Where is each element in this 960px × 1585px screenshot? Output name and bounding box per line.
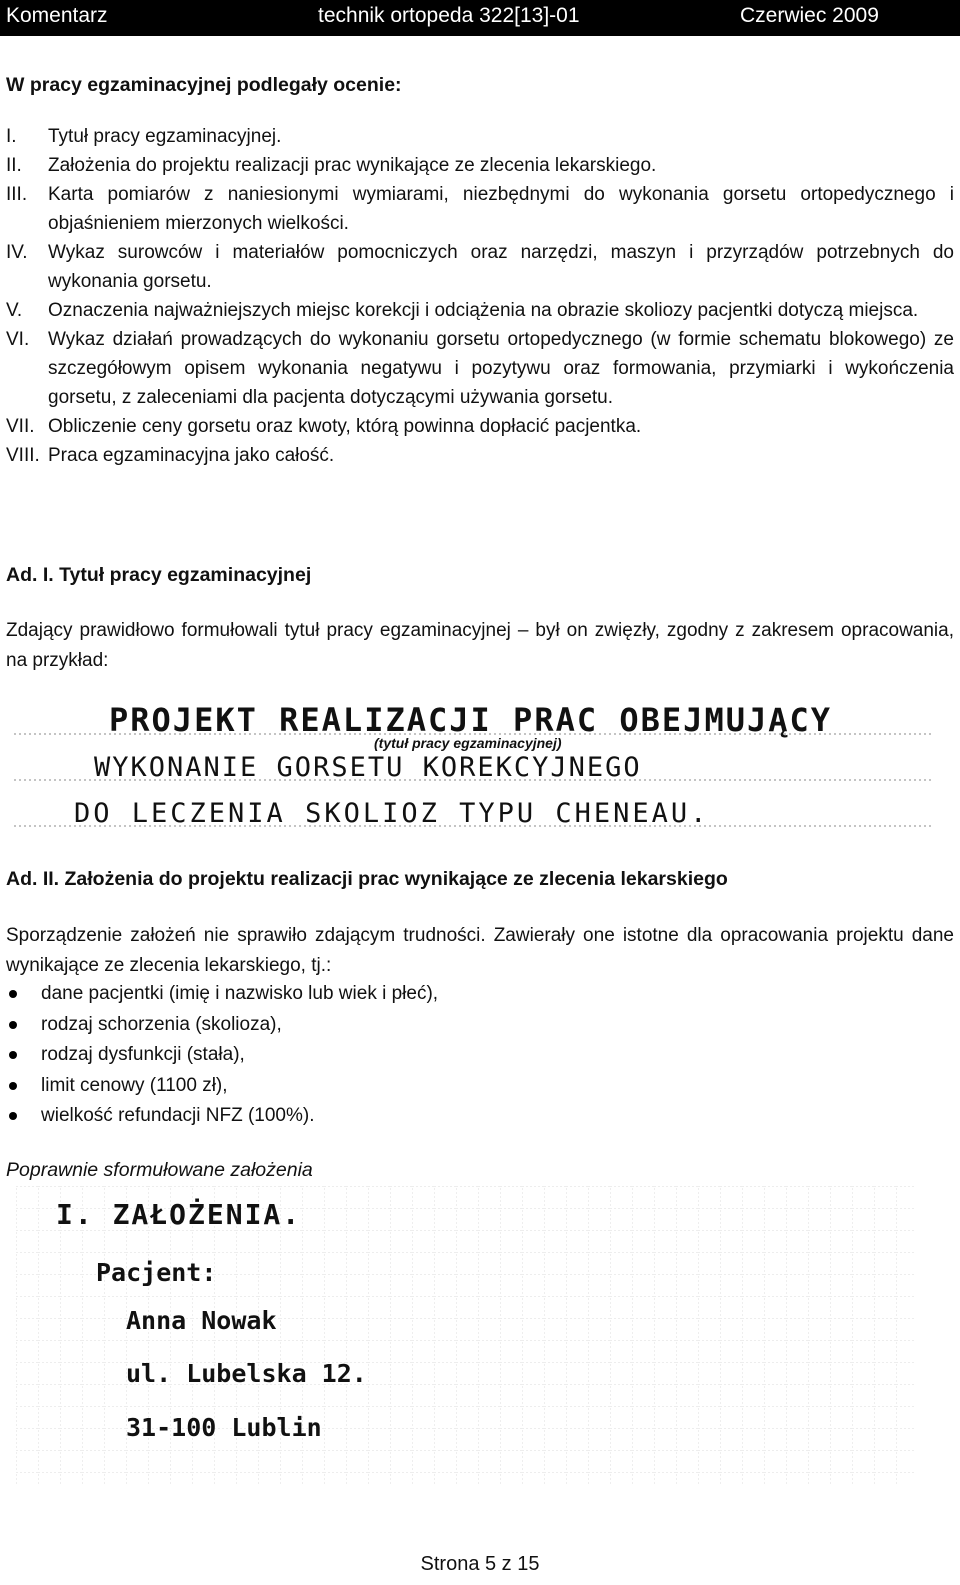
handwriting-line: PROJEKT REALIZACJI PRAC OBEJMUJĄCY (109, 701, 833, 739)
handwriting-line: Pacjent: (96, 1258, 217, 1287)
bullet-icon (9, 1021, 17, 1029)
ad2-heading: Ad. II. Założenia do projektu realizacji prac wynikające ze zlecenia lekarskiego (6, 868, 728, 890)
handwriting-line: Anna Nowak (126, 1306, 277, 1335)
outline-text: Założenia do projektu realizacji prac wynikające ze zlecenia lekarskiego. (48, 155, 657, 176)
list-item-text: rodzaj schorzenia (skolioza), (41, 1013, 282, 1035)
outline-number: IV. (6, 242, 28, 263)
handwriting-line: ul. Lubelska 12. (126, 1359, 367, 1388)
bullet-icon (9, 1082, 17, 1090)
outline-number: VII. (6, 416, 35, 437)
ad1-paragraph: Zdający prawidłowo formułowali tytuł pracy egzaminacyjnej – był on zwięzły, zgodny z zakresem opracowania, na przykład: (6, 620, 954, 671)
handwriting-line: WYKONANIE GORSETU KOREKCYJNEGO (94, 752, 642, 783)
outline-text: Wykaz działań prowadzących do wykonaniu gorsetu ortopedycznego (w formie schematu blokowego) ze szczegółowym opisem wykonania negatywu i pozytywu oraz formowania, przymiarki i wykończenia gorsetu, z zaleceniami dla pacjenta dotyczącymi używania gorsetu. (48, 329, 954, 408)
list-item (6, 1040, 954, 1071)
list-item-text: rodzaj dysfunkcji (stała), (41, 1044, 245, 1066)
handwriting-line: 31-100 Lublin (126, 1413, 322, 1442)
outline-item (6, 412, 954, 441)
outline-item (6, 122, 954, 151)
handwritten-assumptions-sample (16, 1186, 916, 1486)
evaluation-outline (6, 122, 954, 470)
outline-text: Praca egzaminacyjna jako całość. (48, 445, 335, 466)
handwriting-line: I. ZAŁOŻENIA. (56, 1198, 302, 1231)
ad2-paragraph: Sporządzenie założeń nie sprawiło zdającym trudności. Zawierały one istotne dla opracowania projektu dane wynikające ze zlecenia lekarskiego, tj.: (6, 925, 954, 976)
handwritten-title-sample (14, 686, 934, 836)
outline-number: I. (6, 126, 17, 147)
ad1-heading: Ad. I. Tytuł pracy egzaminacyjnej (6, 564, 312, 586)
outline-item (6, 238, 954, 296)
section-title: W pracy egzaminacyjnej podlegały ocenie: (6, 74, 402, 96)
outline-number: V. (6, 300, 23, 321)
bullet-icon (9, 1112, 17, 1120)
page-header (0, 0, 960, 36)
list-item (6, 1071, 954, 1102)
list-item (6, 1010, 954, 1041)
outline-item (6, 151, 954, 180)
handwriting-caption: (tytuł pracy egzaminacyjnej) (374, 735, 562, 751)
outline-number: VIII. (6, 445, 40, 466)
outline-item (6, 441, 954, 470)
list-item-text: dane pacjentki (imię i nazwisko lub wiek i płeć), (41, 983, 439, 1005)
outline-number: II. (6, 155, 22, 176)
header-left: Komentarz (6, 4, 108, 27)
outline-number: VI. (6, 329, 30, 350)
bullet-icon (9, 1051, 17, 1059)
list-item-text: limit cenowy (1100 zł), (41, 1074, 228, 1096)
outline-item (6, 325, 954, 412)
handwriting-line: DO LECZENIA SKOLIOZ TYPU CHENEAU. (74, 798, 710, 829)
outline-number: III. (6, 184, 28, 205)
list-item-text: wielkość refundacji NFZ (100%). (41, 1105, 315, 1127)
outline-text: Obliczenie ceny gorsetu oraz kwoty, którą powinna dopłacić pacjentka. (48, 416, 642, 437)
outline-text: Karta pomiarów z naniesionymi wymiarami, niezbędnymi do wykonania gorsetu ortopedycznego i objaśnieniem mierzonych wielkości. (48, 184, 954, 234)
outline-item (6, 296, 954, 325)
list-item (6, 1101, 954, 1132)
list-item (6, 979, 954, 1010)
outline-item (6, 180, 954, 238)
outline-text: Wykaz surowców i materiałów pomocniczych oraz narzędzi, maszyn i przyrządów potrzebnych do wykonania gorsetu. (48, 242, 954, 292)
bullet-icon (9, 990, 17, 998)
outline-text: Oznaczenia najważniejszych miejsc korekcji i odciążenia na obrazie skoliozy pacjentki dotyczą miejsca. (48, 300, 919, 321)
header-right: Czerwiec 2009 (740, 4, 879, 27)
page-number: Strona 5 z 15 (420, 1553, 540, 1575)
header-center: technik ortopeda 322[13]-01 (318, 4, 580, 27)
requirements-list (6, 979, 954, 1132)
example-label: Poprawnie sformułowane założenia (6, 1159, 313, 1181)
outline-text: Tytuł pracy egzaminacyjnej. (48, 126, 282, 147)
